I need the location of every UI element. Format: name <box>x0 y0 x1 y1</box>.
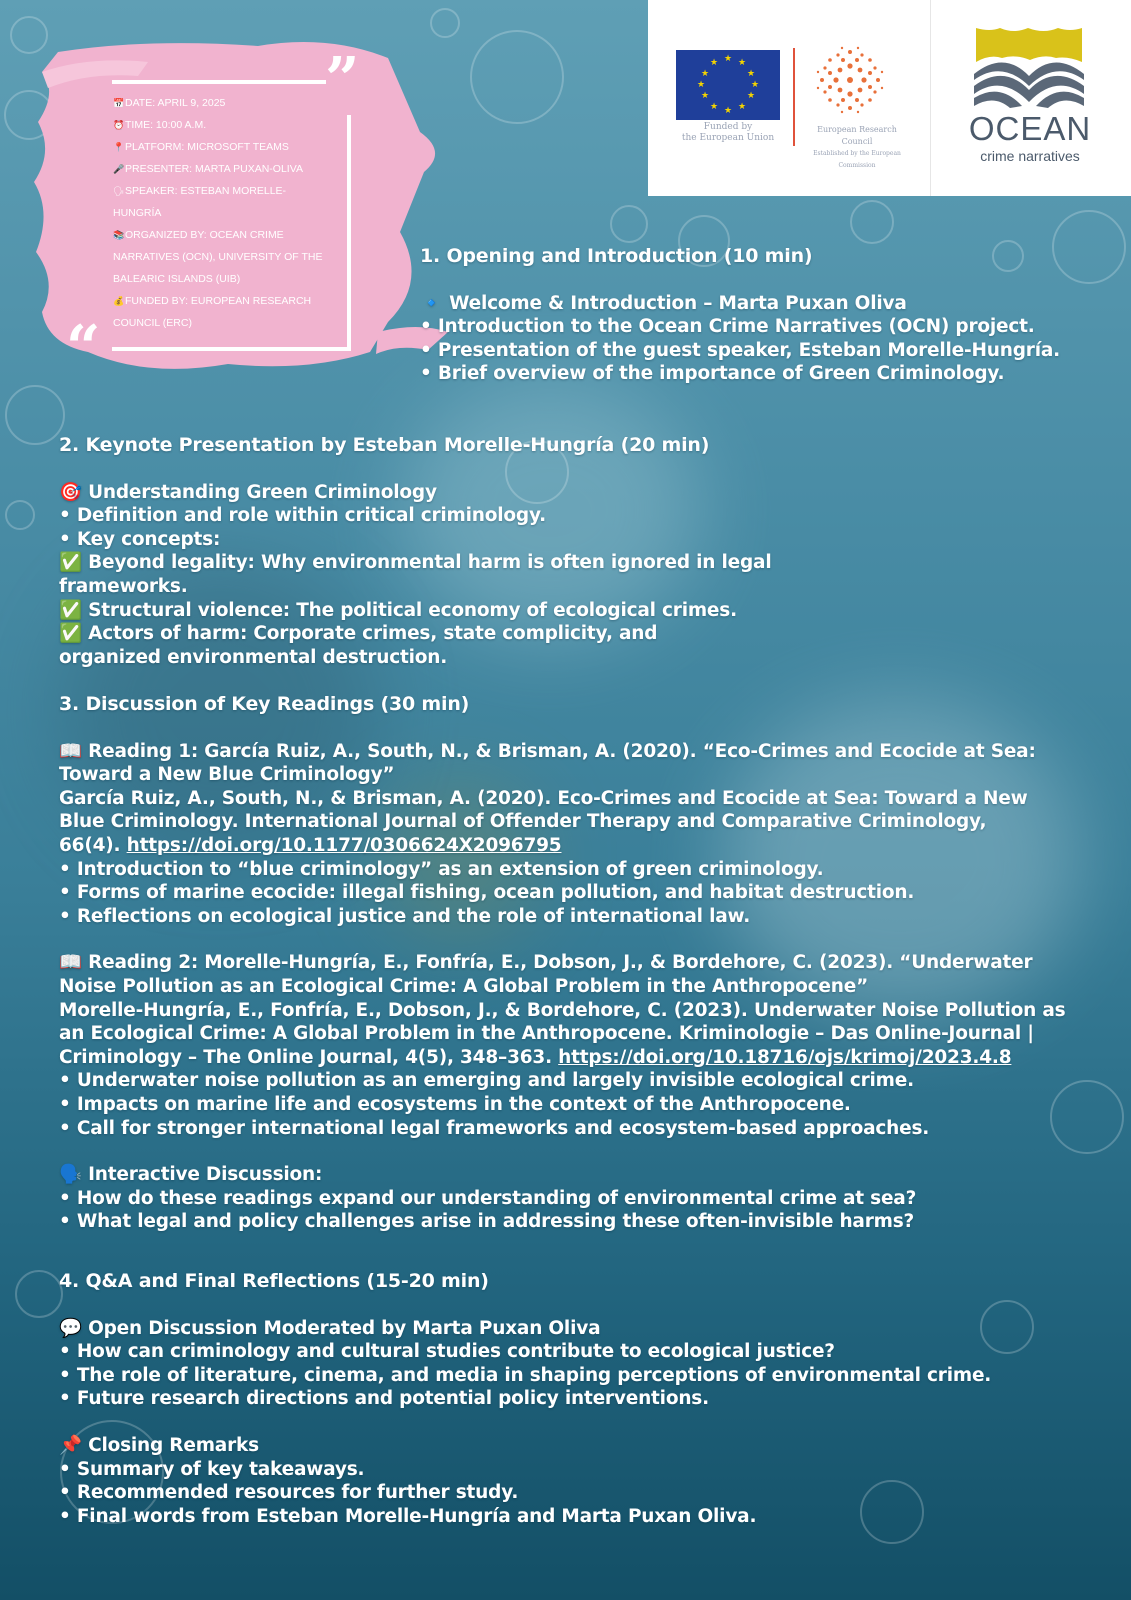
logo-divider <box>793 48 795 146</box>
section-heading: 3. Discussion of Key Readings (30 min) <box>59 693 470 715</box>
erc-logo <box>810 40 890 120</box>
reading-reference: Criminology – The Online Journal, 4(5), 348–363. https://doi.org/10.18716/ojs/krimoj/2023.4.8 <box>59 1046 1012 1068</box>
section-heading: 4. Q&A and Final Reflections (15-20 min) <box>59 1270 489 1292</box>
agenda-line: • Introduction to the Ocean Crime Narratives (OCN) project. <box>420 316 1035 338</box>
agenda-line: • Key concepts: <box>59 528 221 550</box>
info-presenter: 🎤PRESENTER: MARTA PUXAN-OLIVA <box>113 158 331 180</box>
reading-title: Noise Pollution as an Ecological Crime: A Global Problem in the Anthropocene” <box>59 975 869 997</box>
speaker-icon: 🗣 <box>113 186 125 196</box>
quote-mark-icon: “ <box>66 313 101 383</box>
pin-icon: 📍 <box>113 142 125 152</box>
logo-panel <box>648 0 1131 196</box>
info-date: 📅DATE: APRIL 9, 2025 <box>113 92 331 114</box>
event-info-list <box>113 92 331 334</box>
agenda-line: frameworks. <box>59 575 188 597</box>
eu-flag-logo: ★ ★ ★ ★ ★ ★ ★ ★ ★ ★ ★ ★ <box>676 50 780 120</box>
agenda-line: ✅ Structural violence: The political economy of ecological crimes. <box>59 599 737 621</box>
agenda-line: 🔹 Welcome & Introduction – Marta Puxan Oliva <box>420 292 907 314</box>
agenda-line: • Presentation of the guest speaker, Esteban Morelle-Hungría. <box>420 339 1060 361</box>
card-frame-right <box>347 115 351 350</box>
agenda-line: • Underwater noise pollution as an emerging and largely invisible ecological crime. <box>59 1070 914 1092</box>
ocean-logo-subtitle: crime narratives <box>980 148 1080 164</box>
info-platform: 📍PLATFORM: MICROSOFT TEAMS <box>113 136 331 158</box>
agenda-line: • Summary of key takeaways. <box>59 1458 365 1480</box>
section-keynote <box>59 434 1119 669</box>
doi-link[interactable]: https://doi.org/10.1177/0306624X2096795 <box>126 834 562 856</box>
bubble <box>610 205 648 243</box>
bubble <box>470 30 564 124</box>
agenda-line: • Definition and role within critical criminology. <box>59 505 546 527</box>
agenda-line: 🎯 Understanding Green Criminology <box>59 481 437 503</box>
reading-title: 📖 Reading 1: García Ruiz, A., South, N., & Brisman, A. (2020). “Eco-Crimes and Ecocide at Sea: <box>59 740 1036 762</box>
reading-reference: García Ruiz, A., South, N., & Brisman, A. (2020). Eco-Crimes and Ecocide at Sea: Toward a New <box>59 787 1028 809</box>
agenda-line: • Recommended resources for further study. <box>59 1482 519 1504</box>
section-qa <box>59 1270 1119 1528</box>
section-readings <box>59 693 1124 1234</box>
ocean-crime-narratives-logo <box>970 28 1088 108</box>
agenda-line: • The role of literature, cinema, and media in shaping perceptions of environmental crime. <box>59 1364 992 1386</box>
books-icon: 📚 <box>113 230 125 240</box>
microphone-icon: 🎤 <box>113 164 125 174</box>
info-speaker: 🗣SPEAKER: ESTEBAN MORELLE-HUNGRÍA <box>113 180 331 224</box>
panel-divider <box>930 0 931 196</box>
info-funder: 💰FUNDED BY: EUROPEAN RESEARCH COUNCIL (ERC) <box>113 290 331 334</box>
reading-reference: Blue Criminology. International Journal of Offender Therapy and Comparative Criminology, <box>59 811 987 833</box>
coin-icon: 💰 <box>113 296 125 306</box>
agenda-line: • Impacts on marine life and ecosystems in the context of the Anthropocene. <box>59 1093 851 1115</box>
bubble <box>850 200 894 244</box>
agenda-line: • What legal and policy challenges arise in addressing these often-invisible harms? <box>59 1211 915 1233</box>
agenda-line: organized environmental destruction. <box>59 646 448 668</box>
section-heading: 1. Opening and Introduction (10 min) <box>420 245 813 267</box>
quote-mark-icon: ” <box>325 45 360 115</box>
reading-reference: 66(4). https://doi.org/10.1177/0306624X2096795 <box>59 834 562 856</box>
eu-caption: Funded by the European Union <box>681 122 775 143</box>
section-heading: 2. Keynote Presentation by Esteban Morelle-Hungría (20 min) <box>59 434 710 456</box>
doi-link[interactable]: https://doi.org/10.18716/ojs/krimoj/2023.4.8 <box>558 1046 1012 1068</box>
agenda-line: ✅ Beyond legality: Why environmental harm is often ignored in legal <box>59 552 772 574</box>
info-organizer: 📚ORGANIZED BY: OCEAN CRIME NARRATIVES (OCN), UNIVERSITY OF THE BALEARIC ISLANDS (UIB) <box>113 224 331 290</box>
info-time: ⏰TIME: 10:00 A.M. <box>113 114 331 136</box>
reading-title: 📖 Reading 2: Morelle-Hungría, E., Fonfría, E., Dobson, J., & Bordehore, C. (2023). “Underwater <box>59 952 1033 974</box>
closing-title: 📌 Closing Remarks <box>59 1434 259 1456</box>
agenda-line: • Introduction to “blue criminology” as an extension of green criminology. <box>59 858 824 880</box>
agenda-line: • How do these readings expand our understanding of environmental crime at sea? <box>59 1187 917 1209</box>
ocean-logo-title: OCEAN <box>968 110 1092 147</box>
agenda-line: • Call for stronger international legal frameworks and ecosystem-based approaches. <box>59 1117 930 1139</box>
bubble <box>5 500 35 530</box>
bubble <box>5 385 65 445</box>
calendar-icon: 📅 <box>113 98 125 108</box>
agenda-line: ✅ Actors of harm: Corporate crimes, state complicity, and <box>59 623 658 645</box>
bubble <box>15 1270 63 1318</box>
interactive-title: 🗣️ Interactive Discussion: <box>59 1164 323 1186</box>
agenda-line: • Final words from Esteban Morelle-Hungría and Marta Puxan Oliva. <box>59 1505 757 1527</box>
agenda-line: • How can criminology and cultural studies contribute to ecological justice? <box>59 1341 835 1363</box>
agenda-line: • Forms of marine ecocide: illegal fishing, ocean pollution, and habitat destruction. <box>59 882 915 904</box>
card-frame-top <box>112 80 326 84</box>
reading-reference: an Ecological Crime: A Global Problem in the Anthropocene. Kriminologie – Das Online-Journal | <box>59 1023 1034 1045</box>
clock-icon: ⏰ <box>113 120 125 130</box>
reading-reference: Morelle-Hungría, E., Fonfría, E., Dobson, J., & Bordehore, C. (2023). Underwater Noise Pollution as <box>59 999 1066 1021</box>
card-frame-bottom <box>112 347 351 351</box>
agenda-line: • Brief overview of the importance of Green Criminology. <box>420 363 1005 385</box>
erc-caption: European Research Council Established by the European Commission <box>813 125 901 169</box>
section-opening <box>420 245 1120 386</box>
reading-title: Toward a New Blue Criminology” <box>59 764 395 786</box>
open-discussion-title: 💬 Open Discussion Moderated by Marta Puxan Oliva <box>59 1317 601 1339</box>
agenda-line: • Reflections on ecological justice and the role of international law. <box>59 905 751 927</box>
agenda-line: • Future research directions and potential policy interventions. <box>59 1388 709 1410</box>
